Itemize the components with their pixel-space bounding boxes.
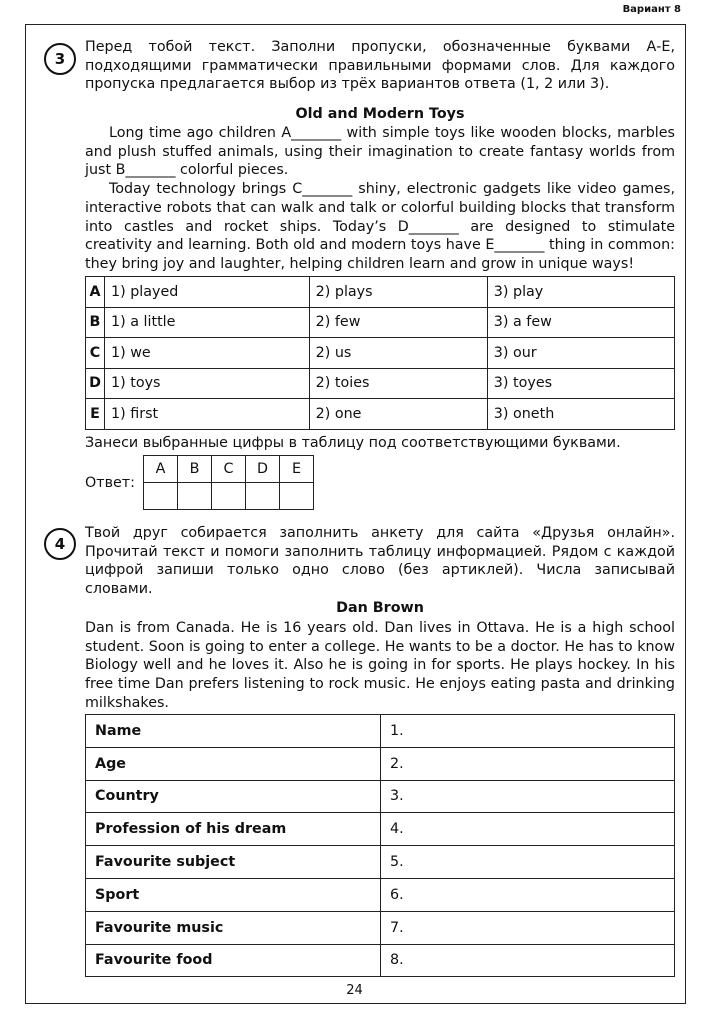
task3-text bbox=[85, 124, 675, 274]
option-cell: 3) our bbox=[487, 338, 674, 369]
field-label: Profession of his dream bbox=[86, 813, 381, 846]
task3-number: 3 bbox=[44, 43, 76, 75]
field-label: Country bbox=[86, 780, 381, 813]
option-cell: 1) a little bbox=[105, 307, 310, 338]
field-label: Favourite music bbox=[86, 911, 381, 944]
answer-letter: В bbox=[178, 456, 212, 483]
table-row bbox=[86, 399, 675, 430]
answer-letters-row bbox=[144, 456, 314, 483]
table-row bbox=[86, 944, 675, 977]
task3-title: Old and Modern Toys bbox=[295, 106, 465, 122]
table-row bbox=[86, 277, 675, 308]
option-letter: B bbox=[86, 307, 105, 338]
table-row bbox=[86, 813, 675, 846]
table-row bbox=[86, 911, 675, 944]
option-cell: 3) a few bbox=[487, 307, 674, 338]
field-label: Favourite subject bbox=[86, 846, 381, 879]
field-answer[interactable]: 5. bbox=[381, 846, 675, 879]
field-answer[interactable]: 2. bbox=[381, 747, 675, 780]
option-cell: 3) toyes bbox=[487, 368, 674, 399]
field-label: Favourite food bbox=[86, 944, 381, 977]
option-cell: 1) first bbox=[105, 399, 310, 430]
table-row bbox=[86, 878, 675, 911]
table-row bbox=[86, 307, 675, 338]
variant-label: Вариант 8 bbox=[622, 4, 681, 15]
table-row bbox=[86, 715, 675, 748]
option-letter: E bbox=[86, 399, 105, 430]
answer-letter: С bbox=[212, 456, 246, 483]
field-answer[interactable]: 1. bbox=[381, 715, 675, 748]
field-answer[interactable]: 4. bbox=[381, 813, 675, 846]
answer-input-cell[interactable] bbox=[280, 483, 314, 510]
task4-info-table bbox=[85, 714, 675, 977]
option-letter: D bbox=[86, 368, 105, 399]
table-row bbox=[86, 338, 675, 369]
answer-input-cell[interactable] bbox=[212, 483, 246, 510]
table-row bbox=[86, 368, 675, 399]
option-cell: 2) few bbox=[309, 307, 487, 338]
field-label: Sport bbox=[86, 878, 381, 911]
answer-label: Ответ: bbox=[85, 475, 135, 491]
option-cell: 2) one bbox=[309, 399, 487, 430]
table-row bbox=[86, 846, 675, 879]
option-cell: 3) play bbox=[487, 277, 674, 308]
task3-paragraph-2: Today technology brings C_______ shiny, electronic gadgets like video games, interactive robots that can walk and talk or colorful building blocks that transform into castles and rocket ships. Today’s D_______ are designed to stimulate creativity and learning. Both old and modern toys have E_______ thing in common: they bring joy and laughter, helping children learn and grow in unique ways! bbox=[85, 181, 675, 272]
option-cell: 1) toys bbox=[105, 368, 310, 399]
option-cell: 1) played bbox=[105, 277, 310, 308]
answer-input-cell[interactable] bbox=[246, 483, 280, 510]
answer-letter: А bbox=[144, 456, 178, 483]
task3-answer-instruction: Занеси выбранные цифры в таблицу под соответствующими буквами. bbox=[85, 435, 621, 451]
task4-number: 4 bbox=[44, 528, 76, 560]
task3-instruction: Перед тобой текст. Заполни пропуски, обозначенные буквами А-Е, подходящими грамматически правильными формами слов. Для каждого пропуска предлагается выбор из трёх вариантов ответа (1, 2 или 3). bbox=[85, 39, 675, 93]
option-cell: 2) plays bbox=[309, 277, 487, 308]
task4-instruction: Твой друг собирается заполнить анкету для сайта «Друзья онлайн». Прочитай текст и помоги заполнить таблицу информацией. Рядом с каждой цифрой запиши только одно слово (без артиклей). Числа записывай словами. bbox=[85, 525, 675, 598]
field-label: Age bbox=[86, 747, 381, 780]
answer-input-cell[interactable] bbox=[178, 483, 212, 510]
field-answer[interactable]: 7. bbox=[381, 911, 675, 944]
task4-title: Dan Brown bbox=[336, 600, 424, 616]
field-answer[interactable]: 3. bbox=[381, 780, 675, 813]
page-number: 24 bbox=[346, 983, 363, 998]
option-letter: C bbox=[86, 338, 105, 369]
field-answer[interactable]: 8. bbox=[381, 944, 675, 977]
answer-letter: Е bbox=[280, 456, 314, 483]
option-cell: 2) toies bbox=[309, 368, 487, 399]
option-cell: 3) oneth bbox=[487, 399, 674, 430]
table-row bbox=[86, 747, 675, 780]
task3-paragraph-1: Long time ago children A_______ with simple toys like wooden blocks, marbles and plush stuffed animals, using their imagination to create fantasy worlds from just B_______ colorful pieces. bbox=[85, 125, 675, 179]
answer-inputs-row bbox=[144, 483, 314, 510]
field-answer[interactable]: 6. bbox=[381, 878, 675, 911]
table-row bbox=[86, 780, 675, 813]
answer-grid bbox=[143, 455, 314, 510]
field-label: Name bbox=[86, 715, 381, 748]
option-cell: 1) we bbox=[105, 338, 310, 369]
answer-letter: D bbox=[246, 456, 280, 483]
answer-input-cell[interactable] bbox=[144, 483, 178, 510]
option-letter: A bbox=[86, 277, 105, 308]
task4-text: Dan is from Canada. He is 16 years old. Dan lives in Ottava. He is a high school student. Soon is going to enter a college. He wants to be a doctor. He has to know Biology well and he loves it. Also he is going in for sports. He plays hockey. In his free time Dan prefers listening to rock music. He enjoys eating pasta and drinking milkshakes. bbox=[85, 620, 675, 711]
option-cell: 2) us bbox=[309, 338, 487, 369]
task3-options-table bbox=[85, 276, 675, 430]
